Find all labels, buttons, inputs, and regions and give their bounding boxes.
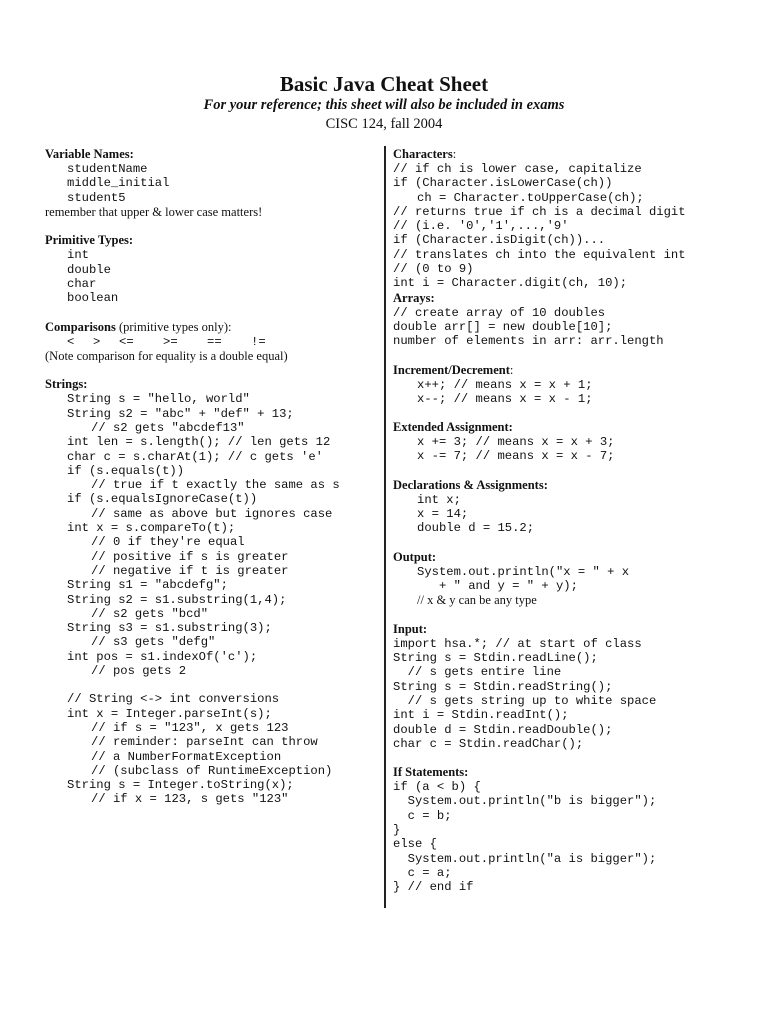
column-divider — [384, 146, 386, 908]
comparison-operator: == — [207, 334, 222, 349]
code-line: x += 3; // means x = x + 3; — [417, 435, 615, 450]
code-line: String s = Stdin.readString(); — [393, 679, 613, 694]
comparison-operator: >= — [163, 334, 178, 349]
code-block — [393, 565, 733, 594]
code-block — [45, 692, 365, 806]
code-line: x = 14; — [417, 507, 469, 522]
section-variable-names — [45, 147, 365, 219]
code-line: if (Character.isLowerCase(ch)) — [393, 176, 613, 191]
section-strings — [45, 377, 365, 806]
code-block — [393, 493, 733, 536]
heading-note: (primitive types only): — [118, 319, 232, 334]
code-line: number of elements in arr: arr.length — [393, 334, 664, 349]
section-note: remember that upper & lower case matters! — [45, 204, 263, 219]
code-line: char c = Stdin.readChar(); — [393, 736, 584, 751]
code-line: student5 — [67, 190, 126, 205]
code-line: // s2 gets "abcdef13" — [91, 420, 245, 435]
section-characters — [393, 147, 733, 291]
code-line: middle_initial — [67, 176, 170, 191]
code-line: // s3 gets "defg" — [91, 635, 216, 650]
comparison-operator: < — [67, 334, 75, 349]
code-line: x -= 7; // means x = x - 7; — [417, 449, 615, 464]
section-heading — [45, 320, 365, 335]
heading-colon: : — [509, 362, 514, 377]
section-input — [393, 622, 733, 751]
code-line: int x; — [417, 492, 461, 507]
code-line: System.out.println("a is bigger"); — [393, 851, 657, 866]
code-line: if (s.equals(t)) — [67, 463, 185, 478]
code-line: // returns true if ch is a decimal digit — [393, 204, 686, 219]
code-line: // negative if t is greater — [91, 563, 289, 578]
code-line: // s gets entire line — [393, 665, 562, 680]
code-line: // translates ch into the equivalent int — [393, 247, 686, 262]
code-line: System.out.println("x = " + x — [417, 564, 630, 579]
code-line: // (i.e. '0','1',...,'9' — [393, 219, 569, 234]
code-line: // reminder: parseInt can throw — [91, 735, 318, 750]
code-line: if (Character.isDigit(ch))... — [393, 233, 606, 248]
code-line: studentName — [67, 162, 148, 176]
code-line: boolean — [67, 291, 119, 306]
code-line: ch = Character.toUpperCase(ch); — [417, 190, 644, 205]
code-line: c = b; — [393, 808, 452, 823]
comparison-operator: != — [251, 334, 266, 349]
code-line: int i = Stdin.readInt(); — [393, 708, 569, 723]
code-line: int len = s.length(); // len gets 12 — [67, 435, 331, 450]
right-column — [393, 147, 733, 894]
code-line: // true if t exactly the same as s — [91, 478, 340, 493]
code-block — [45, 392, 365, 678]
code-line: } — [393, 823, 401, 837]
section-increment-decrement — [393, 363, 733, 407]
code-line: // if x = 123, s gets "123" — [91, 792, 289, 807]
code-line: System.out.println("b is bigger"); — [393, 794, 657, 809]
code-line: c = a; — [393, 865, 452, 880]
section-comparisons — [45, 320, 365, 364]
comparison-operator: > — [93, 334, 101, 349]
code-line: char c = s.charAt(1); // c gets 'e' — [67, 449, 323, 464]
section-extended-assignment — [393, 420, 733, 464]
code-line: int pos = s1.indexOf('c'); — [67, 649, 258, 664]
code-line: int x = Integer.parseInt(s); — [67, 706, 272, 721]
code-line: double arr[] = new double[10]; — [393, 319, 613, 334]
code-block — [393, 780, 733, 894]
code-block — [393, 435, 733, 464]
section-heading: Strings: — [45, 377, 88, 392]
section-heading: Variable Names: — [45, 147, 134, 161]
section-declarations — [393, 478, 733, 536]
code-line: // positive if s is greater — [91, 549, 289, 564]
code-line: } // end if — [393, 880, 474, 895]
code-line: double d = 15.2; — [417, 521, 535, 536]
section-primitive-types — [45, 233, 365, 305]
code-block — [393, 637, 733, 751]
heading-text: Increment/Decrement — [393, 362, 510, 377]
section-heading: Output: — [393, 549, 437, 564]
section-heading: Arrays: — [393, 290, 435, 305]
section-output — [393, 550, 733, 608]
heading-text: Comparisons — [45, 319, 116, 334]
code-line: String s = Stdin.readLine(); — [393, 651, 598, 666]
section-heading — [393, 363, 733, 378]
code-line: String s2 = "abc" + "def" + 13; — [67, 406, 294, 421]
code-line: double d = Stdin.readDouble(); — [393, 722, 613, 737]
code-line: // s2 gets "bcd" — [91, 606, 209, 621]
heading-text: Characters — [393, 147, 453, 161]
code-line: // String <-> int conversions — [67, 692, 280, 707]
code-line: // a NumberFormatException — [91, 749, 282, 764]
code-line: String s = Integer.toString(x); — [67, 778, 294, 793]
code-line: import hsa.*; // at start of class — [393, 636, 642, 651]
code-block — [45, 162, 365, 205]
code-line: // if s = "123", x gets 123 — [91, 720, 289, 735]
code-line: double — [67, 262, 111, 277]
section-heading: Input: — [393, 621, 428, 636]
code-line: // 0 if they're equal — [91, 535, 245, 550]
code-line: String s = "hello, world" — [67, 392, 250, 407]
code-line: String s3 = s1.substring(3); — [67, 621, 272, 636]
comparison-operators — [45, 335, 365, 349]
code-line: // create array of 10 doubles — [393, 305, 606, 320]
code-line: // s gets string up to white space — [393, 693, 657, 708]
section-heading: Extended Assignment: — [393, 420, 513, 435]
code-line: String s2 = s1.substring(1,4); — [67, 592, 287, 607]
code-line: x--; // means x = x - 1; — [417, 391, 593, 406]
code-line: // if ch is lower case, capitalize — [393, 162, 642, 176]
code-line: if (a < b) { — [393, 780, 481, 795]
code-line: // same as above but ignores case — [91, 506, 333, 521]
code-block — [45, 248, 365, 305]
section-heading — [393, 147, 733, 162]
heading-colon: : — [452, 147, 457, 161]
code-line: int i = Character.digit(ch, 10); — [393, 276, 628, 291]
code-line: int — [67, 248, 89, 263]
section-note: // x & y can be any type — [417, 593, 537, 608]
code-block — [393, 162, 733, 291]
section-heading: If Statements: — [393, 765, 469, 780]
code-block — [393, 378, 733, 407]
code-line: if (s.equalsIgnoreCase(t)) — [67, 492, 258, 507]
section-note: (Note comparison for equality is a double equal) — [45, 348, 288, 363]
comparison-operator: <= — [119, 334, 134, 349]
left-column — [45, 147, 365, 807]
code-line: char — [67, 276, 97, 291]
code-line: else { — [393, 837, 437, 852]
page-subtitle: For your reference; this sheet will also be included in exams — [203, 97, 565, 113]
course-label: CISC 124, fall 2004 — [325, 116, 443, 132]
page-title: Basic Java Cheat Sheet — [279, 72, 489, 96]
code-line: // pos gets 2 — [91, 664, 187, 679]
code-line: String s1 = "abcdefg"; — [67, 578, 228, 593]
section-heading: Declarations & Assignments: — [393, 477, 548, 492]
code-line: // (0 to 9) — [393, 262, 474, 277]
section-heading: Primitive Types: — [45, 233, 134, 248]
code-line: + " and y = " + y); — [417, 578, 578, 593]
section-if-statements — [393, 765, 733, 894]
section-arrays — [393, 291, 733, 349]
code-line: // (subclass of RuntimeException) — [91, 763, 333, 778]
page-header — [0, 72, 768, 134]
code-line: x++; // means x = x + 1; — [417, 377, 593, 392]
code-block — [393, 306, 733, 349]
code-line: int x = s.compareTo(t); — [67, 521, 236, 536]
